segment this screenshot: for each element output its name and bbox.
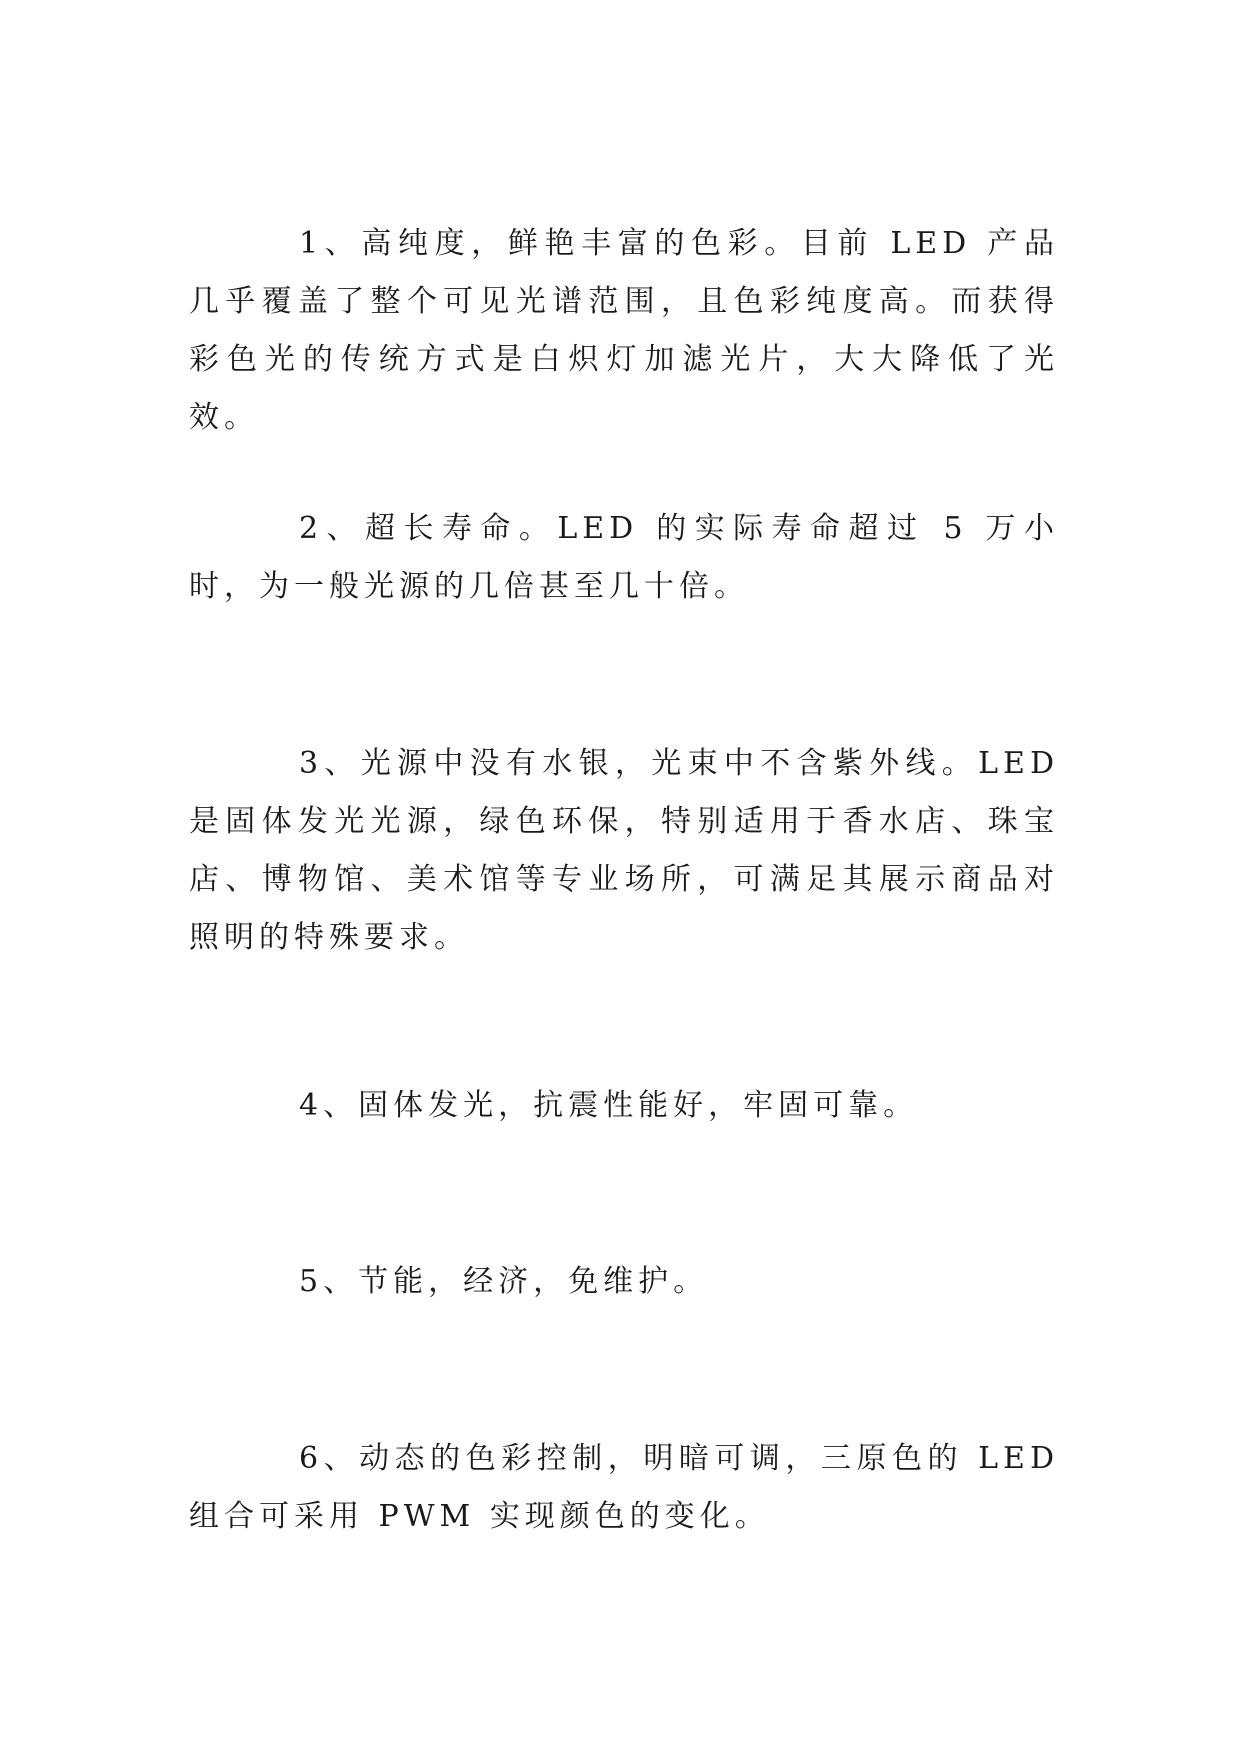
paragraph-1: 1、高纯度，鲜艳丰富的色彩。目前 LED 产品几乎覆盖了整个可见光谱范围，且色彩纯度高。而获得彩色光的传统方式是白炽灯加滤光片，大大降低了光效。	[189, 226, 1059, 435]
paragraph-6: 6、动态的色彩控制，明暗可调，三原色的 LED 组合可采用 PWM 实现颜色的变化。	[189, 1441, 1059, 1534]
paragraph-3: 3、光源中没有水银，光束中不含紫外线。LED 是固体发光光源，绿色环保，特别适用于香水店、珠宝店、博物馆、美术馆等专业场所，可满足其展示商品对照明的特殊要求。	[189, 746, 1059, 955]
paragraph-4: 4、固体发光，抗震性能好，牢固可靠。	[299, 1088, 919, 1123]
paragraph-5: 5、节能，经济，免维护。	[299, 1264, 709, 1299]
paragraph-2: 2、超长寿命。LED 的实际寿命超过 5 万小时，为一般光源的几倍甚至几十倍。	[189, 511, 1059, 604]
